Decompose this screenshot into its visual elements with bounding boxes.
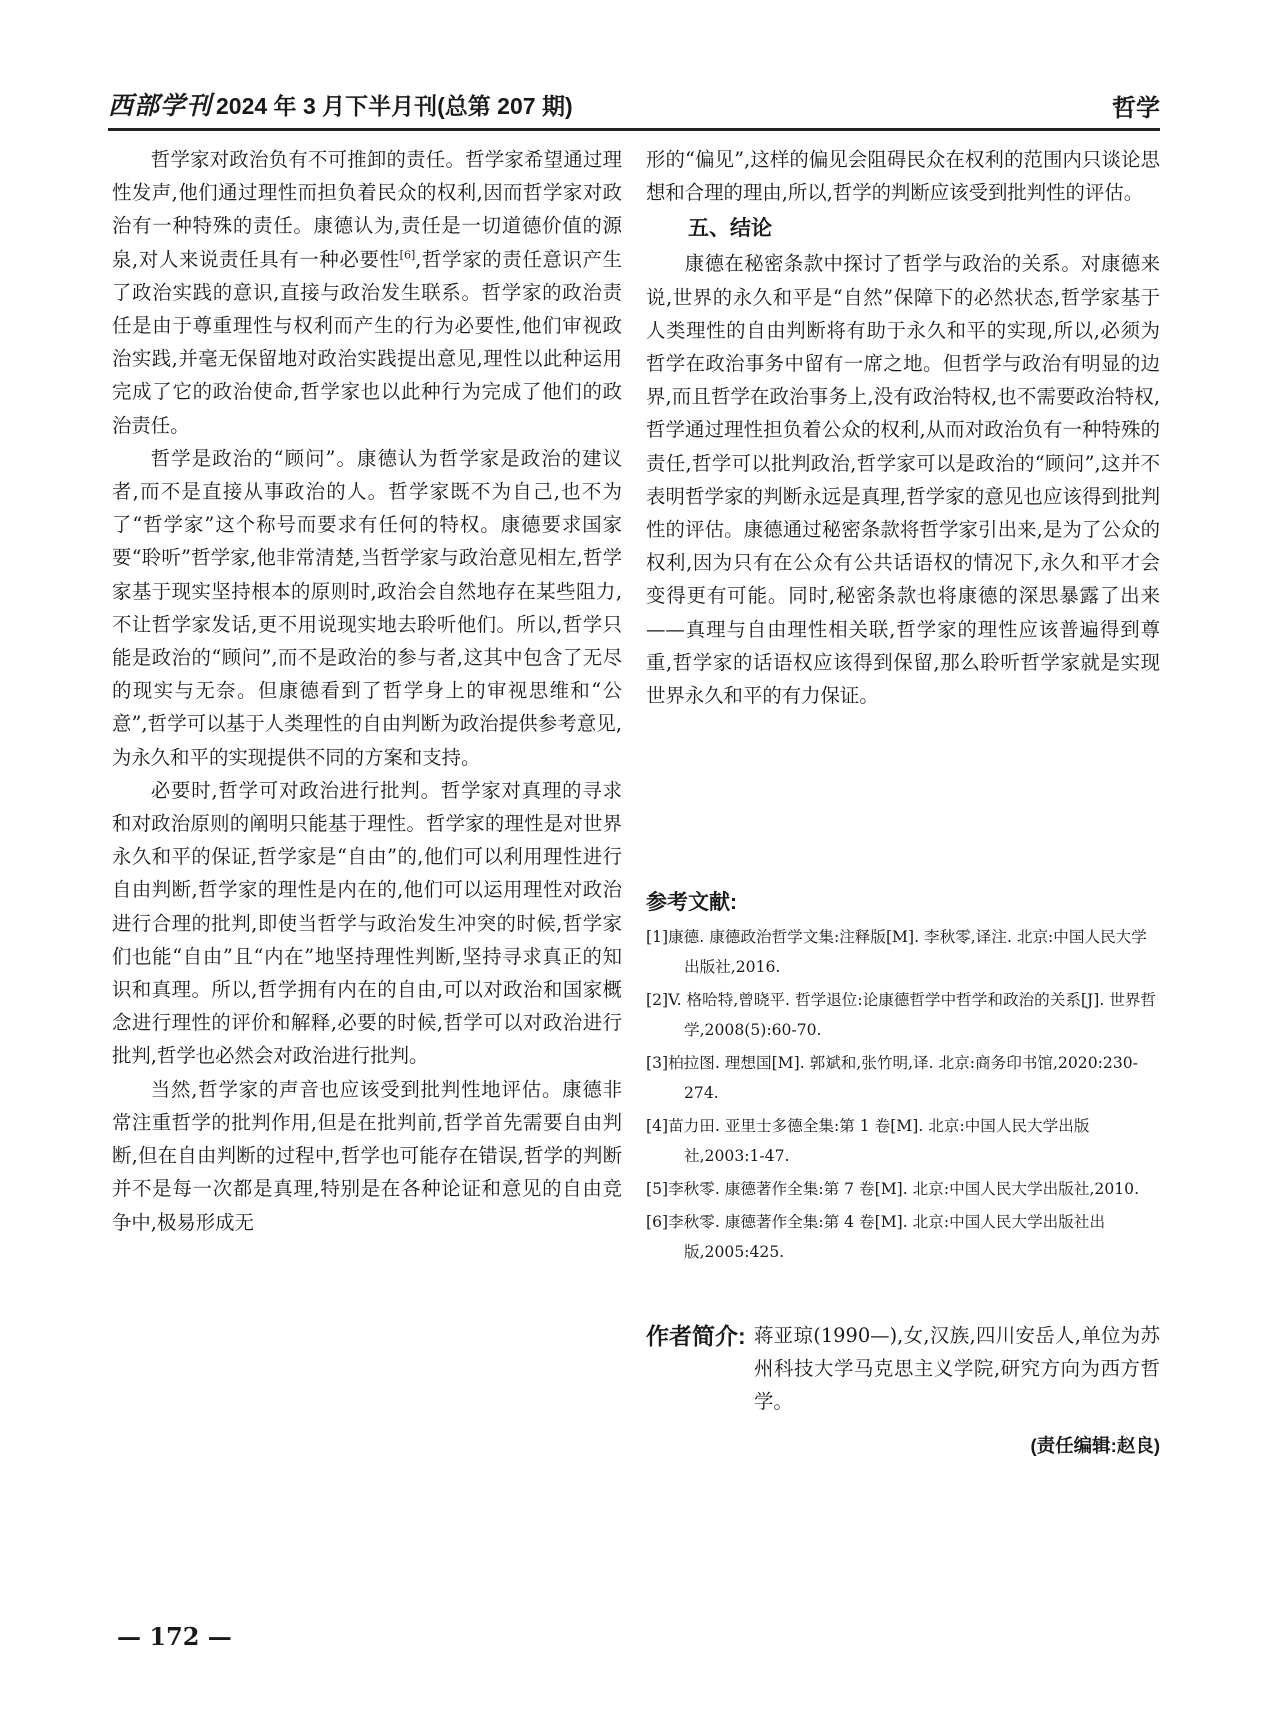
header-rule: [108, 128, 1160, 131]
reference-item: [5]李秋零. 康德著作全集:第 7 卷[M]. 北京:中国人民大学出版社,2010.: [646, 1180, 1140, 1198]
paragraph-responsibility: 哲学家对政治负有不可推卸的责任。哲学家希望通过理性发声,他们通过理性而担负着民众的权利,因而哲学家对政治有一种特殊的责任。康德认为,责任是一切道德价值的源泉,对人来说责任具有一种必要性[6],哲学家的责任意识产生了政治实践的意识,直接与政治发生联系。哲学家的政治责任是由于尊重理性与权利而产生的行为必要性,他们审视政治实践,并毫无保留地对政治实践提出意见,理性以此种运用完成了它的政治使命,哲学家也以此种行为完成了他们的政治责任。: [112, 148, 622, 437]
references-title: 参考文献:: [646, 891, 737, 914]
reference-item: [3]柏拉图. 理想国[M]. 郭斌和,张竹明,译. 北京:商务印书馆,2020:230-274.: [646, 1054, 1138, 1102]
paragraph-advisor: 哲学是政治的“顾问”。康德认为哲学家是政治的建议者,而不是直接从事政治的人。哲学家既不为自己,也不为了“哲学家”这个称号而要求有任何的特权。康德要求国家要“聆听”哲学家,他非常清楚,当哲学家与政治意见相左,哲学家基于现实坚持根本的原则时,政治会自然地存在某些阻力,不让哲学家发话,更不用说现实地去聆听他们。所以,哲学只能是政治的“顾问”,而不是政治的参与者,这其中包含了无尽的现实与无奈。但康德看到了哲学身上的审视思维和“公意”,哲学可以基于人类理性的自由判断为政治提供参考意见,为永久和平的实现提供不同的方案和支持。: [112, 446, 622, 769]
editor-note: (责任编辑:赵良): [1030, 1435, 1160, 1456]
reference-item: [6]李秋零. 康德著作全集:第 4 卷[M]. 北京:中国人民大学出版社出版,2005:425.: [646, 1213, 1106, 1261]
page-number: — 172 —: [117, 1622, 232, 1651]
journal-name: 西部学刊: [108, 91, 213, 120]
paragraph-continuation: 形的“偏见”,这样的偏见会阻碍民众在权利的范围内只谈论思想和合理的理由,所以,哲学的判断应该受到批判性的评估。: [646, 148, 1160, 205]
references-list: [646, 922, 1160, 1270]
left-column: [112, 143, 622, 1239]
paragraph-critique: 必要时,哲学可对政治进行批判。哲学家对真理的寻求和对政治原则的阐明只能基于理性。哲学家的理性是对世界永久和平的保证,哲学家是“自由”的,他们可以利用理性进行自由判断,哲学家的理性是内在的,他们可以运用理性对政治进行合理的批判,即使当哲学与政治发生冲突的时候,哲学家们也能“自由”且“内在”地坚持理性判断,坚持寻求真正的知识和真理。所以,哲学拥有内在的自由,可以对政治和国家概念进行理性的评价和解释,必要的时候,哲学可以对政治进行批判,哲学也必然会对政治进行批判。: [112, 778, 622, 1068]
reference-item: [4]苗力田. 亚里士多德全集:第 1 卷[M]. 北京:中国人民大学出版社,2003:1-47.: [646, 1117, 1090, 1165]
reference-item: [2]V. 格哈特,曾晓平. 哲学退位:论康德哲学中哲学和政治的关系[J]. 世界哲学,2008(5):60-70.: [646, 991, 1157, 1039]
citation-6: [6]: [399, 248, 416, 262]
paragraph-conclusion: 康德在秘密条款中探讨了哲学与政治的关系。对康德来说,世界的永久和平是“自然”保障下的必然状态,哲学家基于人类理性的自由判断将有助于永久和平的实现,所以,必须为哲学在政治事务中留有一席之地。但哲学与政治有明显的边界,而且哲学在政治事务上,没有政治特权,也不需要政治特权,哲学通过理性担负着公众的权利,从而对政治负有一种特殊的责任,哲学可以批判政治,哲学家可以是政治的“顾问”,这并不表明哲学家的判断永远是真理,哲学家的意见也应该得到批判性的评估。康德通过秘密条款将哲学家引出来,是为了公众的权利,因为只有在公众有公共话语权的情况下,永久和平才会变得更有可能。同时,秘密条款也将康德的深思暴露了出来——真理与自由理性相关联,哲学家的理性应该普遍得到尊重,哲学家的话语权应该得到保留,那么聆听哲学家就是实现世界永久和平的有力保证。: [646, 252, 1160, 708]
right-column: [646, 143, 1160, 712]
reference-item: [1]康德. 康德政治哲学文集:注释版[M]. 李秋零,译注. 北京:中国人民大学出版社,2016.: [646, 928, 1147, 976]
page-header: [108, 86, 1160, 126]
issue-info: 2024 年 3 月下半月刊(总第 207 期): [216, 93, 573, 119]
author-bio-label: 作者简介:: [646, 1323, 746, 1349]
author-bio-text: 蒋亚琼(1990—),女,汉族,四川安岳人,单位为苏州科技大学马克思主义学院,研究方向为西方哲学。: [754, 1324, 1160, 1413]
section-tag: 哲学: [1112, 95, 1160, 122]
paragraph-evaluation: 当然,哲学家的声音也应该受到批判性地评估。康德非常注重哲学的批判作用,但是在批判前,哲学首先需要自由判断,但在自由判断的过程中,哲学也可能存在错误,哲学的判断并不是每一次都是真理,特别是在各种论证和意见的自由竞争中,极易形成无: [112, 1077, 622, 1234]
section-title-conclusion: 五、结论: [688, 217, 772, 241]
